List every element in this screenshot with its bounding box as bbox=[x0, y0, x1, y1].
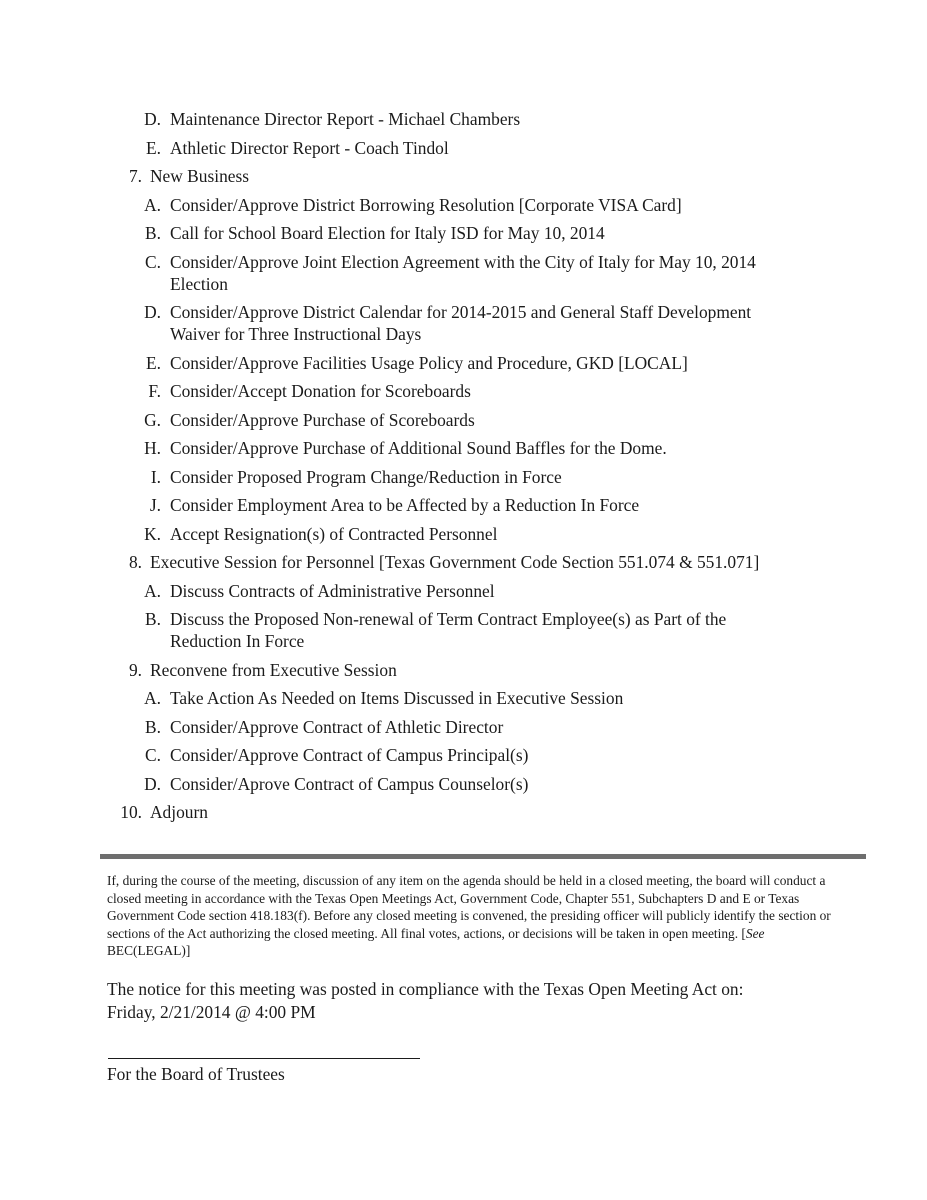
agenda-item-marker: A. bbox=[144, 580, 161, 601]
closed-meeting-notice bbox=[107, 872, 849, 960]
closed-meeting-notice-text-part2: BEC(LEGAL)] bbox=[107, 943, 191, 959]
agenda-item bbox=[0, 744, 927, 766]
agenda-item bbox=[0, 580, 927, 602]
agenda-item-marker: F. bbox=[148, 381, 161, 401]
agenda-item-marker: 8. bbox=[128, 552, 142, 572]
agenda-item bbox=[0, 409, 927, 431]
agenda-item-text: Executive Session for Personnel [Texas Government Code Section 551.074 & 551.071] bbox=[150, 552, 760, 572]
closed-meeting-notice-text-part1: If, during the course of the meeting, discussion of any item on the agenda should be held in a closed meeting, the board will conduct a closed meeting in accordance with the Texas Open Meetings Act, Government Code, Chapter 551, Subchapters D and E or Texas Government Code section 418.183(f). Before any closed meeting is convened, the presiding officer will publicly identify the section or sections of the Act authorizing the closed meeting. All final votes, actions, or decisions will be taken in open meeting. [ bbox=[107, 873, 831, 941]
agenda-item-text: Take Action As Needed on Items Discussed in Executive Session bbox=[170, 688, 624, 708]
agenda-item bbox=[0, 251, 927, 295]
agenda-item-marker: B. bbox=[145, 609, 161, 629]
agenda-item-text: New Business bbox=[150, 166, 250, 186]
agenda-item bbox=[0, 659, 927, 681]
agenda-item-marker: A. bbox=[144, 194, 161, 215]
agenda-item-text: Consider/Approve District Borrowing Resolution [Corporate VISA Card] bbox=[170, 194, 682, 215]
agenda-item-text: Consider/Accept Donation for Scoreboards bbox=[170, 381, 471, 401]
agenda-item-text: Consider/Approve Purchase of Scoreboards bbox=[170, 409, 475, 430]
agenda-outline bbox=[0, 108, 927, 830]
agenda-item-marker: B. bbox=[145, 223, 161, 243]
agenda-item bbox=[0, 301, 927, 345]
closed-meeting-notice-see-italic: See bbox=[745, 925, 765, 941]
agenda-item bbox=[0, 494, 927, 516]
agenda-item-marker: A. bbox=[144, 688, 161, 708]
agenda-item bbox=[0, 165, 927, 187]
agenda-item-marker: J. bbox=[149, 495, 161, 515]
agenda-item-marker: C. bbox=[145, 251, 161, 272]
agenda-item bbox=[0, 687, 927, 709]
agenda-item-text: Adjourn bbox=[150, 802, 208, 822]
agenda-item-text: Consider Proposed Program Change/Reduction in Force bbox=[170, 466, 562, 487]
agenda-item bbox=[0, 608, 927, 652]
posting-statement-line1: The notice for this meeting was posted in compliance with the Texas Open Meeting Act on: bbox=[107, 979, 744, 999]
agenda-item-marker: D. bbox=[144, 302, 161, 322]
agenda-item bbox=[0, 773, 927, 795]
agenda-item-text: Reconvene from Executive Session bbox=[150, 659, 397, 680]
agenda-item bbox=[0, 716, 927, 738]
signature-label: For the Board of Trustees bbox=[107, 1064, 285, 1084]
signature-line bbox=[108, 1058, 420, 1059]
agenda-item-text: Consider/Approve Purchase of Additional Sound Baffles for the Dome. bbox=[170, 438, 667, 458]
agenda-item-marker: E. bbox=[146, 137, 161, 158]
section-divider-rule bbox=[100, 854, 866, 859]
agenda-item-marker: G. bbox=[144, 409, 161, 430]
agenda-item-marker: 10. bbox=[120, 802, 142, 822]
agenda-item-marker: I. bbox=[150, 466, 161, 487]
agenda-item bbox=[0, 380, 927, 402]
agenda-item-marker: 7. bbox=[128, 166, 142, 186]
agenda-item bbox=[0, 352, 927, 374]
agenda-item-text: Consider/Approve Joint Election Agreement with the City of Italy for May 10, 2014 Election bbox=[170, 251, 756, 294]
agenda-item-text: Accept Resignation(s) of Contracted Personnel bbox=[170, 523, 498, 544]
posting-statement bbox=[107, 978, 807, 1023]
agenda-item-marker: B. bbox=[145, 716, 161, 737]
agenda-item bbox=[0, 466, 927, 488]
agenda-item-text: Discuss the Proposed Non-renewal of Term Contract Employee(s) as Part of the Reduction In Force bbox=[170, 609, 727, 651]
agenda-item bbox=[0, 108, 927, 130]
agenda-item-marker: K. bbox=[144, 523, 161, 544]
agenda-item bbox=[0, 801, 927, 823]
agenda-item-marker: 9. bbox=[128, 659, 142, 680]
agenda-item-text: Athletic Director Report - Coach Tindol bbox=[170, 137, 449, 158]
agenda-item-text: Consider/Approve Facilities Usage Policy and Procedure, GKD [LOCAL] bbox=[170, 352, 688, 373]
agenda-item-text: Consider/Approve Contract of Campus Principal(s) bbox=[170, 745, 529, 765]
agenda-item-text: Consider/Approve Contract of Athletic Director bbox=[170, 716, 504, 737]
agenda-item-marker: E. bbox=[146, 352, 161, 373]
agenda-item-text: Consider/Approve District Calendar for 2014-2015 and General Staff Development Waiver for Three Instructional Days bbox=[170, 302, 752, 344]
agenda-item-text: Call for School Board Election for Italy ISD for May 10, 2014 bbox=[170, 223, 605, 243]
agenda-item bbox=[0, 194, 927, 216]
posting-statement-line2: Friday, 2/21/2014 @ 4:00 PM bbox=[107, 1001, 316, 1022]
agenda-item bbox=[0, 222, 927, 244]
agenda-item-text: Maintenance Director Report - Michael Chambers bbox=[170, 109, 521, 129]
agenda-item-marker: C. bbox=[145, 745, 161, 765]
agenda-item-text: Consider Employment Area to be Affected by a Reduction In Force bbox=[170, 495, 640, 515]
agenda-item bbox=[0, 523, 927, 545]
agenda-item-marker: D. bbox=[144, 773, 161, 794]
agenda-item bbox=[0, 137, 927, 159]
agenda-item-marker: H. bbox=[144, 438, 161, 458]
agenda-item bbox=[0, 551, 927, 573]
agenda-item-text: Discuss Contracts of Administrative Personnel bbox=[170, 580, 495, 601]
agenda-item-marker: D. bbox=[144, 109, 161, 129]
agenda-item-text: Consider/Aprove Contract of Campus Counselor(s) bbox=[170, 773, 529, 794]
agenda-item bbox=[0, 437, 927, 459]
